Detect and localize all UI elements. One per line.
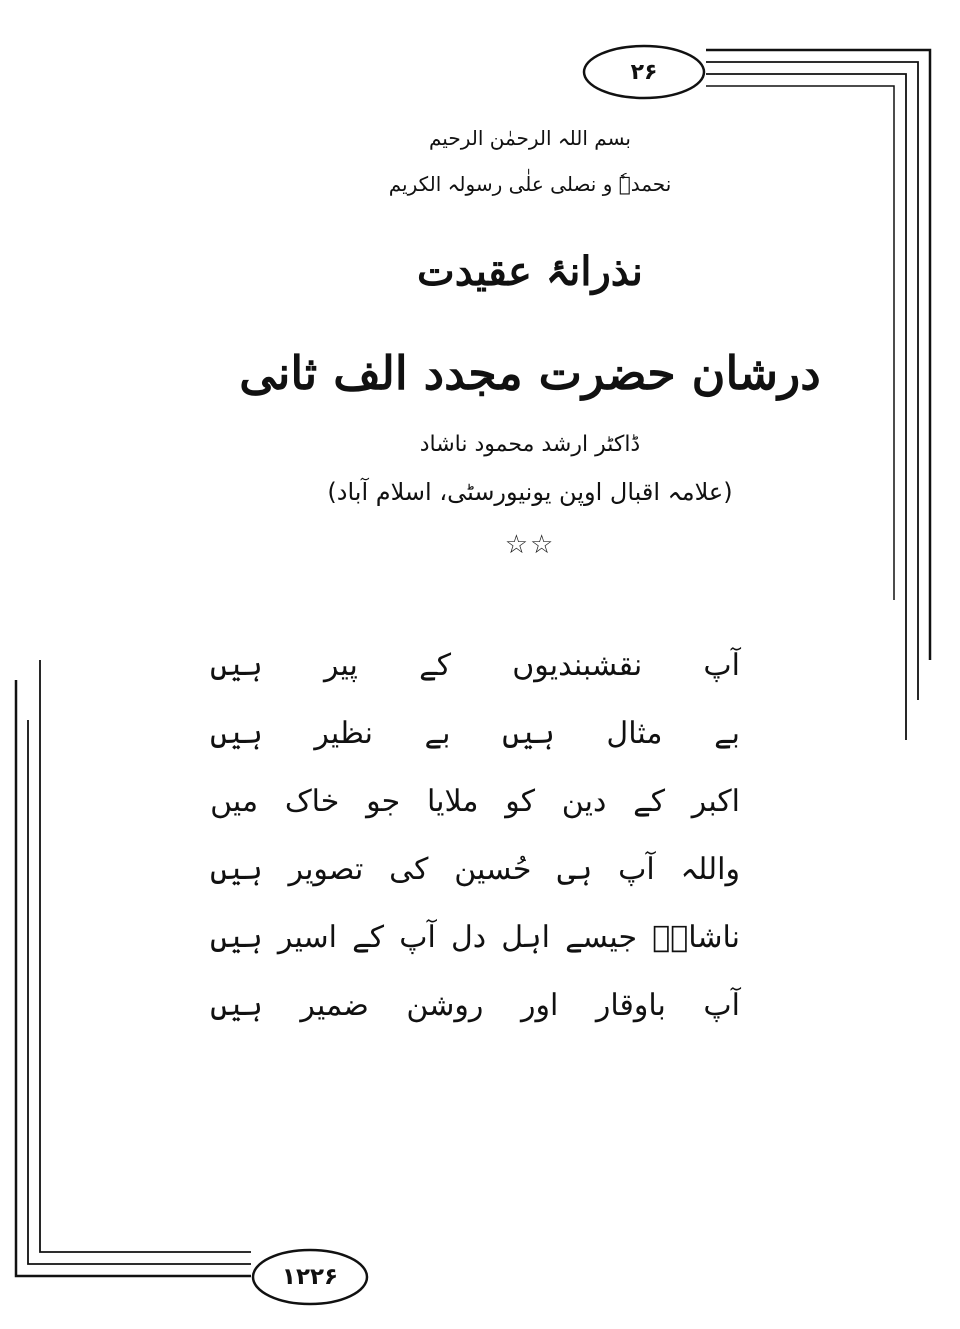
poem-word: ضمیر <box>300 988 369 1023</box>
poem-word: خاک <box>284 784 340 819</box>
poem-line <box>210 716 740 784</box>
poem-word: ہی <box>557 852 593 887</box>
poem-word: اور <box>520 988 559 1023</box>
poem-word: کے <box>633 784 665 819</box>
page-subtitle: درشان حضرت مجدد الف ثانی <box>239 346 821 400</box>
poem-line <box>210 920 740 988</box>
author-name: ڈاکٹر ارشد محمود ناشاد <box>419 432 641 457</box>
poem-word: بے <box>714 716 740 751</box>
poem-word: مثال <box>606 716 663 751</box>
poem-word: آپ <box>703 648 740 683</box>
poem-word: ناشادؔ <box>652 920 740 955</box>
poem-word: جو <box>366 784 401 819</box>
poem-word: کو <box>505 784 535 819</box>
poem-word: ہیں <box>210 716 263 751</box>
poem-line <box>210 648 740 716</box>
poem-word: ہیں <box>210 988 263 1023</box>
poem-word: پیر <box>323 648 358 683</box>
page-title: نذرانۂ عقیدت <box>417 248 643 295</box>
poem-line <box>210 852 740 920</box>
poem-block <box>210 648 740 1056</box>
author-affiliation: (علامہ اقبال اوپن یونیورسٹی، اسلام آباد) <box>327 478 733 506</box>
poem-word: آپ <box>703 988 740 1023</box>
poem-word: اہل <box>501 920 550 955</box>
frame-line-innermost-top <box>706 86 894 600</box>
star-ornament: ☆☆ <box>504 530 556 560</box>
poem-line <box>210 988 740 1056</box>
poem-word: دل <box>450 920 487 955</box>
poem-word: واللہ <box>680 852 740 887</box>
page-number-top: ۲۶ <box>630 59 658 85</box>
poem-word: کی <box>389 852 429 887</box>
poem-word: دین <box>561 784 607 819</box>
poem-word: کے <box>419 648 451 683</box>
poem-word: نقشبندیوں <box>512 648 643 683</box>
poem-word: آپ <box>399 920 436 955</box>
poem-word: ملایا <box>426 784 479 819</box>
poem-word: جیسے <box>565 920 638 955</box>
poem-word: روشن <box>406 988 484 1023</box>
poem-word: اسیر <box>277 920 337 955</box>
poem-word: باوقار <box>595 988 666 1023</box>
poem-word: ہیں <box>502 716 555 751</box>
poem-word: ہیں <box>210 852 263 887</box>
poem-word: ہیں <box>210 920 263 955</box>
poem-word: تصویر <box>288 852 364 887</box>
poem-word: حُسین <box>454 852 532 887</box>
poem-word: ہیں <box>210 648 263 683</box>
poem-word: نظیر <box>314 716 373 751</box>
poem-word: بے <box>424 716 451 751</box>
page-number-bottom: ۱۲۲۶ <box>281 1264 339 1290</box>
poem-word: اکبر <box>691 784 740 819</box>
bismillah-line: بسم اللہ الرحمٰن الرحیم <box>428 126 631 150</box>
poem-word: میں <box>210 784 259 819</box>
poem-word: آپ <box>618 852 655 887</box>
poem-word: کے <box>352 920 385 955</box>
poem-line <box>210 784 740 852</box>
salutation-line: نحمدہٗ و نصلی علٰی رسولہ الکریم <box>388 172 672 196</box>
